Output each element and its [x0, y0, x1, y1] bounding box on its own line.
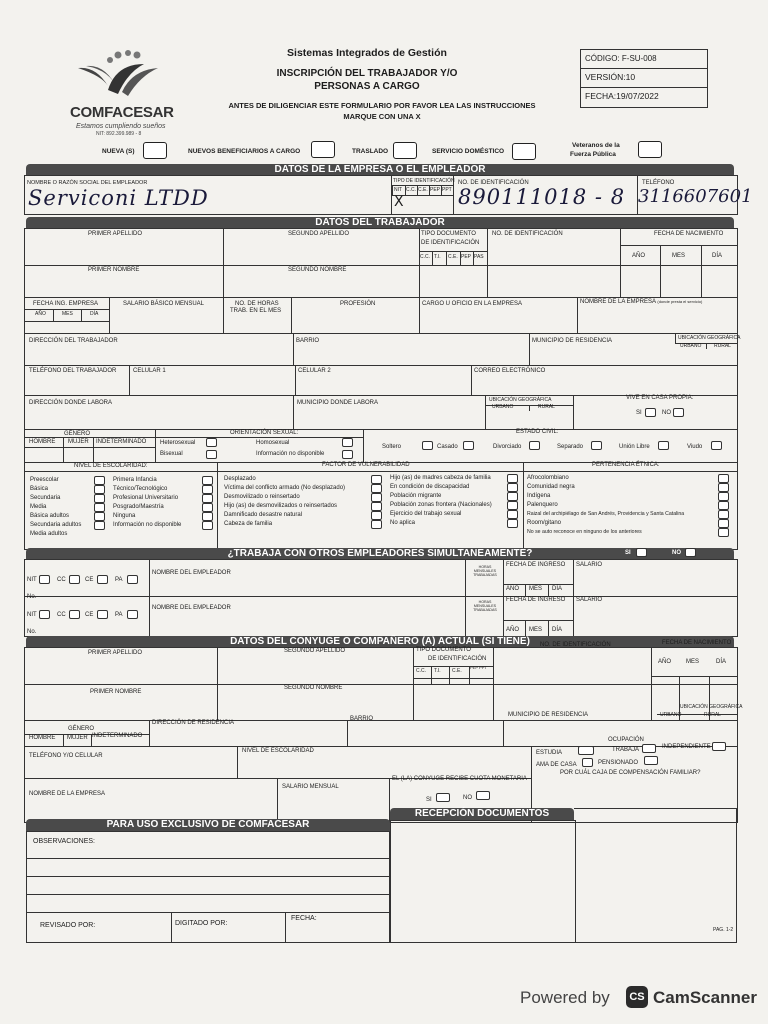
etnia-checkbox[interactable] — [718, 474, 729, 483]
estado-civil-label: Viudo — [687, 444, 703, 450]
w-fecha-ing-dia: DÍA — [90, 311, 99, 317]
oe-doc-checkbox[interactable] — [127, 575, 138, 584]
oe-doc-label: CC — [57, 577, 66, 583]
s-trabaja-checkbox[interactable] — [642, 744, 656, 753]
doc-control-box — [580, 49, 708, 108]
s-cuota: EL (LA) CONYUGE RECIBE CUOTA MONETARIA — [392, 776, 527, 782]
vulnerabilidad-label: Ejercicio del trabajo sexual — [390, 511, 462, 517]
w-telefono: TELÉFONO DEL TRABAJADOR — [29, 368, 117, 374]
oe-doc-checkbox[interactable] — [127, 610, 138, 619]
etnia-label: Afrocolombiano — [527, 475, 569, 481]
w-de-identificacion: DE IDENTIFICACIÓN — [421, 240, 480, 246]
w-doc-cc: C.C. — [420, 254, 430, 260]
vulnerabilidad-checkbox[interactable] — [507, 474, 518, 483]
employer-section-header: DATOS DE LA EMPRESA O EL EMPLEADOR — [26, 164, 734, 175]
oe-no-label: No. — [27, 629, 37, 635]
s-mes: MES — [686, 659, 700, 665]
w-horas-2: TRAB. EN EL MES — [230, 308, 282, 314]
employer-id-type-mark[interactable]: X — [394, 194, 404, 210]
oe-anio: AÑO — [506, 586, 520, 592]
oe-mes: MES — [529, 627, 543, 633]
w-no-identificacion: NO. DE IDENTIFICACIÓN — [492, 231, 563, 237]
s-no-identificacion: NO. DE IDENTIFICACIÓN — [540, 642, 611, 648]
s-ocupacion: OCUPACIÓN — [608, 737, 644, 743]
employer-id-type-pep: PEP — [430, 187, 441, 193]
w-info-no-disp: Información no disponible — [256, 451, 325, 457]
s-cuota-si: SI — [426, 797, 432, 803]
etnia-label: No se auto reconoce en ninguno de los anteriores — [527, 529, 642, 535]
w-orientacion: ORIENTACIÓN SEXUAL: — [230, 430, 299, 436]
org-name: COMFACESAR — [70, 104, 174, 121]
camscanner-badge-icon: CS — [626, 986, 648, 1008]
w-homosexual: Homosexual — [256, 440, 290, 446]
escolaridad-label: Media — [30, 504, 47, 510]
s-ama-casa-checkbox[interactable] — [582, 758, 593, 767]
w-mujer: MUJER — [68, 439, 89, 445]
employer-id-type-ppt: PPT — [442, 187, 452, 193]
s-fecha-nacimiento: FECHA DE NACIMIENTO — [662, 640, 732, 646]
oe-anio: AÑO — [506, 627, 520, 633]
oe-doc-checkbox[interactable] — [39, 575, 50, 584]
option-veteranos-checkbox[interactable] — [638, 141, 662, 158]
escolaridad-checkbox[interactable] — [202, 521, 213, 530]
s-doc-cc: C.C. — [416, 668, 426, 674]
vulnerabilidad-checkbox[interactable] — [371, 502, 382, 511]
s-salario: SALARIO MENSUAL — [282, 784, 339, 790]
employer-id-type-ce: C.E. — [418, 187, 428, 193]
w-municipio: MUNICIPIO DE RESIDENCIA — [532, 338, 613, 344]
vulnerabilidad-checkbox[interactable] — [371, 511, 382, 520]
estado-civil-checkbox[interactable] — [422, 441, 433, 450]
option-veteranos-label-1: Veteranos de la — [572, 142, 620, 149]
s-indeterminado: INDETERMINADO — [92, 733, 143, 739]
w-horas-1: NO. DE HORAS — [235, 301, 279, 307]
escolaridad-label: Básica — [30, 486, 49, 492]
oe-dia: DÍA — [552, 586, 563, 592]
escolaridad-checkbox[interactable] — [202, 494, 213, 503]
s-urbano: URBANO — [660, 712, 682, 718]
employer-id-type-label: TIPO DE IDENTIFICACIÓN — [393, 178, 455, 184]
escolaridad-label: Información no disponible — [113, 522, 182, 528]
w-indeterminado: INDETERMINADO — [96, 439, 147, 445]
w-heterosexual: Heterosexual — [160, 440, 196, 446]
vulnerabilidad-checkbox[interactable] — [507, 492, 518, 501]
escolaridad-label: Preescolar — [30, 477, 59, 483]
org-slogan: Estamos cumpliendo sueños — [76, 123, 166, 130]
option-veteranos-label-2: Fuerza Pública — [570, 151, 616, 158]
w-genero: GÉNERO — [64, 431, 91, 437]
w-correo: CORREO ELECTRÓNICO — [474, 368, 546, 374]
etnia-label: Comunidad negra — [527, 484, 575, 490]
w-dia: DÍA — [712, 253, 723, 259]
w-dir-labora: DIRECCIÓN DONDE LABORA — [29, 400, 113, 406]
escolaridad-label: Básica adultos — [30, 513, 70, 519]
spouse-section-header: DATOS DEL CONYUGE O COMPAÑERO (A) ACTUAL (SI TIENE) — [26, 636, 734, 647]
escolaridad-checkbox[interactable] — [94, 503, 105, 512]
escolaridad-label: Media adultos — [30, 531, 68, 537]
w-vive-no-checkbox[interactable] — [673, 408, 684, 417]
s-pensionado-checkbox[interactable] — [644, 756, 658, 765]
w-ubicacion: UBICACIÓN GEOGRÁFICA — [678, 335, 741, 341]
f-revisado: REVISADO POR: — [40, 922, 96, 929]
estado-civil-label: Unión Libre — [619, 444, 650, 450]
w-direccion: DIRECCIÓN DEL TRABAJADOR — [29, 338, 118, 344]
w-barrio: BARRIO — [296, 338, 320, 344]
vulnerabilidad-label: Cabeza de familia — [224, 521, 273, 527]
vulnerabilidad-checkbox[interactable] — [371, 493, 382, 502]
option-traslado-checkbox[interactable] — [393, 142, 417, 159]
oe-fecha-ingreso: FECHA DE INGRESO — [506, 597, 566, 603]
org-nit: NIT: 892.399.989 - 8 — [96, 131, 142, 137]
escolaridad-checkbox[interactable] — [94, 512, 105, 521]
w-profesion: PROFESIÓN — [340, 301, 376, 307]
w-doc-ce: C.E. — [448, 254, 458, 260]
escolaridad-label: Ninguna — [113, 513, 136, 519]
escolaridad-checkbox[interactable] — [94, 476, 105, 485]
oe-doc-checkbox[interactable] — [97, 575, 108, 584]
oe-no: NO — [672, 550, 681, 556]
w-rural: RURAL — [714, 343, 731, 349]
oe-doc-label: PA — [115, 577, 123, 583]
w-primer-apellido: PRIMER APELLIDO — [88, 231, 143, 237]
oe-salario: SALARIO — [576, 597, 603, 603]
s-estudia: ESTUDIA — [536, 750, 563, 756]
s-ama-casa: AMA DE CASA — [536, 762, 577, 768]
other-employers-box — [24, 559, 738, 637]
estado-civil-label: Casado — [437, 444, 458, 450]
s-dia: DÍA — [716, 659, 727, 665]
s-cuota-si-checkbox[interactable] — [436, 793, 450, 802]
w-heterosexual-checkbox[interactable] — [206, 438, 217, 447]
s-hombre: HOMBRE — [29, 735, 56, 741]
etnia-label: Room/gitano — [527, 520, 562, 526]
w-doc-pep: PEP — [461, 254, 472, 260]
oe-doc-checkbox[interactable] — [69, 610, 80, 619]
w-doc-ti: T.I. — [434, 254, 441, 260]
estado-civil-checkbox[interactable] — [591, 441, 602, 450]
instructions-1: ANTES DE DILIGENCIAR ESTE FORMULARIO POR FAVOR LEA LAS INSTRUCCIONES — [228, 101, 536, 110]
form-title-3: PERSONAS A CARGO — [314, 81, 420, 92]
option-servicio-domestico-label: SERVICIO DOMÉSTICO — [432, 148, 505, 155]
estado-civil-label: Soltero — [382, 444, 402, 450]
s-doc-ce: C.E. — [452, 668, 462, 674]
escolaridad-checkbox[interactable] — [202, 485, 213, 494]
w-homosexual-checkbox[interactable] — [342, 438, 353, 447]
f-page: PAG. 1-2 — [713, 927, 734, 933]
option-nueva-checkbox[interactable] — [143, 142, 167, 159]
w-hombre: HOMBRE — [29, 439, 56, 445]
instructions-2: MARQUE CON UNA X — [343, 112, 421, 121]
doc-version: VERSIÓN:10 — [585, 72, 636, 82]
oe-mes: MES — [529, 586, 543, 592]
etnia-label: Palenquero — [527, 502, 558, 508]
vulnerabilidad-checkbox[interactable] — [371, 475, 382, 484]
option-servicio-domestico-checkbox[interactable] — [512, 143, 536, 160]
w-salario: SALARIO BÁSICO MENSUAL — [123, 301, 205, 307]
s-estudia-checkbox[interactable] — [578, 746, 594, 755]
f-observaciones: OBSERVACIONES: — [33, 838, 95, 845]
employer-id-number-label: NO. DE IDENTIFICACIÓN — [458, 180, 529, 186]
escolaridad-label: Técnico/Tecnológico — [113, 486, 168, 492]
oe-horas: HORAS MENSUALES TRABAJADAS — [473, 600, 497, 612]
w-vive-no: NO — [662, 410, 671, 416]
vulnerabilidad-label: Desmovilizado o reinsertado — [224, 494, 300, 500]
w-fecha-ing-mes: MES — [62, 311, 73, 317]
escolaridad-checkbox[interactable] — [94, 494, 105, 503]
etnia-checkbox[interactable] — [718, 492, 729, 501]
escolaridad-label: Profesional Universitario — [113, 495, 179, 501]
s-caja: POR CUÁL CAJA DE COMPENSACIÓN FAMILIAR? — [560, 770, 701, 776]
w-fecha-ing: FECHA ING. EMPRESA — [33, 301, 99, 307]
etnia-checkbox[interactable] — [718, 501, 729, 510]
vulnerabilidad-label: En condición de discapacidad — [390, 484, 470, 490]
oe-doc-label: PA — [115, 612, 123, 618]
w-factor-vulnerabilidad: FACTOR DE VULNERABILIDAD — [322, 462, 410, 468]
escolaridad-label: Primera Infancia — [113, 477, 157, 483]
w-celular1: CELULAR 1 — [133, 368, 166, 374]
employer-id-number-value[interactable]: 890111018 - 8 — [458, 185, 626, 209]
vulnerabilidad-checkbox[interactable] — [507, 483, 518, 492]
w-urbano: URBANO — [680, 343, 702, 349]
employer-name-value[interactable]: Serviconi LTDD — [28, 186, 209, 210]
other-employers-section-header: ¿TRABAJA CON OTROS EMPLEADORES SIMULTANEAMENTE? — [26, 548, 734, 559]
vulnerabilidad-checkbox[interactable] — [507, 510, 518, 519]
oe-doc-label: CE — [85, 577, 94, 583]
s-anio: AÑO — [658, 659, 672, 665]
oe-doc-label: NIT — [27, 612, 37, 618]
vulnerabilidad-checkbox[interactable] — [371, 484, 382, 493]
w-cargo: CARGO U OFICIO EN LA EMPRESA — [422, 301, 523, 307]
w-celular2: CELULAR 2 — [298, 368, 331, 374]
w-estado-civil: ESTADO CIVIL: — [516, 429, 559, 435]
vulnerabilidad-label: Población zonas frontera (Nacionales) — [390, 502, 492, 508]
w-urbano-2: URBANO — [492, 404, 514, 410]
w-ubicacion-2: UBICACIÓN GEOGRÁFICA — [489, 397, 552, 403]
form-title-1: Sistemas Integrados de Gestión — [287, 47, 447, 59]
escolaridad-label: Secundaria adultos — [30, 522, 82, 528]
s-independiente: INDEPENDIENTE — [662, 744, 711, 750]
employer-id-type-nit: NIT — [394, 187, 403, 193]
s-rural: RURAL — [704, 712, 721, 718]
employer-phone-value[interactable]: 3116607601 — [638, 186, 753, 207]
s-doc-ti: T.I. — [434, 668, 441, 674]
doc-date: FECHA:19/07/2022 — [585, 91, 659, 101]
oe-si-checkbox[interactable] — [636, 548, 647, 557]
s-doc-pep: PEP PPT — [470, 665, 487, 670]
s-segundo-nombre: SEGUNDO NOMBRE — [284, 685, 343, 691]
escolaridad-label: Posgrado/Maestría — [113, 504, 164, 510]
s-segundo-apellido: SEGUNDO APELLIDO — [284, 648, 346, 654]
vulnerabilidad-label: Hijo (as) de desmovilizados o reinsertados — [224, 503, 338, 509]
oe-salario: SALARIO — [576, 562, 603, 568]
option-traslado-label: TRASLADO — [352, 148, 389, 155]
s-nombre-empresa: NOMBRE DE LA EMPRESA — [29, 791, 106, 797]
w-mes: MES — [672, 253, 686, 259]
w-bisexual: Bisexual — [160, 451, 183, 457]
doc-code: CÓDIGO: F-SU-008 — [585, 54, 657, 63]
oe-nombre-empleador: NOMBRE DEL EMPLEADOR — [152, 605, 231, 611]
s-ubicacion: UBICACIÓN GEOGRÁFICA — [680, 704, 743, 710]
option-nuevos-beneficiarios-label: NUEVOS BENEFICIARIOS A CARGO — [188, 148, 301, 155]
w-info-no-disp-checkbox[interactable] — [342, 450, 353, 459]
vulnerabilidad-checkbox[interactable] — [507, 501, 518, 510]
escolaridad-checkbox[interactable] — [202, 512, 213, 521]
estado-civil-label: Separado — [557, 444, 584, 450]
s-telefono: TELÉFONO Y/O CELULAR — [29, 753, 103, 759]
employer-name-label: NOMBRE O RAZÓN SOCIAL DEL EMPLEADOR — [27, 180, 148, 186]
etnia-checkbox[interactable] — [718, 528, 729, 537]
estado-civil-checkbox[interactable] — [529, 441, 540, 450]
s-cuota-no: NO — [463, 795, 472, 801]
vulnerabilidad-label: Damnificado desastre natural — [224, 512, 303, 518]
estado-civil-label: Divorciado — [493, 444, 522, 450]
option-nuevos-beneficiarios-checkbox[interactable] — [311, 141, 335, 158]
s-nivel-escolaridad: NIVEL DE ESCOLARIDAD — [242, 748, 314, 754]
w-vive-si-checkbox[interactable] — [645, 408, 656, 417]
vulnerabilidad-checkbox[interactable] — [507, 519, 518, 528]
s-cuota-no-checkbox[interactable] — [476, 791, 490, 800]
escolaridad-checkbox[interactable] — [94, 485, 105, 494]
oe-doc-label: CE — [85, 612, 94, 618]
w-primer-nombre: PRIMER NOMBRE — [88, 267, 140, 273]
recepcion-box — [390, 820, 576, 943]
s-tipo-doc: TIPO DOCUMENTO — [416, 647, 471, 653]
oe-dia: DÍA — [552, 627, 563, 633]
oe-doc-checkbox[interactable] — [39, 610, 50, 619]
w-bisexual-checkbox[interactable] — [206, 450, 217, 459]
powered-by-text: Powered by — [520, 988, 610, 1007]
w-mun-labora: MUNICIPIO DONDE LABORA — [297, 400, 379, 406]
s-genero: GÉNERO — [68, 726, 95, 732]
employer-id-type-cc: C.C. — [406, 187, 416, 193]
f-fecha: FECHA: — [291, 915, 317, 922]
estado-civil-checkbox[interactable] — [658, 441, 669, 450]
w-nombre-empresa-note: (donde presta el servicio) — [657, 299, 703, 304]
form-title-2: INSCRIPCIÓN DEL TRABAJADOR Y/O — [276, 68, 458, 79]
vulnerabilidad-label: Población migrante — [390, 493, 442, 499]
etnia-label: Raizal del archipiélago de San Andrés, Providencia y Santa Catalina — [527, 511, 685, 517]
oe-horas: HORAS MENSUALES TRABAJADAS — [473, 565, 497, 577]
s-pensionado: PENSIONADO — [598, 760, 639, 766]
oe-no-label: No. — [27, 594, 37, 600]
s-mujer: MUJER — [67, 735, 88, 741]
escolaridad-checkbox[interactable] — [94, 521, 105, 530]
vulnerabilidad-label: No aplica — [390, 520, 416, 526]
w-rural-2: RURAL — [538, 404, 555, 410]
w-nivel-escolaridad: NIVEL DE ESCOLARIDAD: — [74, 463, 148, 469]
s-primer-nombre: PRIMER NOMBRE — [90, 689, 142, 695]
escolaridad-checkbox[interactable] — [202, 476, 213, 485]
w-nombre-empresa-text: NOMBRE DE LA EMPRESA — [580, 299, 656, 305]
w-fecha-nacimiento: FECHA DE NACIMIENTO — [654, 231, 724, 237]
s-barrio: BARRIO — [350, 716, 374, 722]
w-segundo-nombre: SEGUNDO NOMBRE — [288, 267, 347, 273]
escolaridad-checkbox[interactable] — [202, 503, 213, 512]
vulnerabilidad-label: Desplazado — [224, 476, 256, 482]
s-municipio: MUNICIPIO DE RESIDENCIA — [508, 712, 589, 718]
s-direccion: DIRECCIÓN DE RESIDENCIA — [152, 720, 235, 726]
exclusive-section-header: PARA USO EXCLUSIVO DE COMFACESAR — [26, 819, 390, 831]
estado-civil-checkbox[interactable] — [463, 441, 474, 450]
oe-nombre-empleador: NOMBRE DEL EMPLEADOR — [152, 570, 231, 576]
s-primer-apellido: PRIMER APELLIDO — [88, 650, 143, 656]
etnia-label: Indígena — [527, 493, 551, 499]
etnia-checkbox[interactable] — [718, 510, 729, 519]
vulnerabilidad-checkbox[interactable] — [371, 520, 382, 529]
w-vive-si: SI — [636, 410, 642, 416]
vulnerabilidad-label: Hijo (as) de madres cabeza de familia — [390, 475, 491, 481]
etnia-checkbox[interactable] — [718, 519, 729, 528]
employer-phone-label: TELÉFONO — [642, 180, 675, 186]
w-pertenencia: PERTENENCIA ÉTNICA: — [592, 462, 660, 468]
recepcion-section-header: RECEPCIÓN DOCUMENTOS — [390, 808, 574, 820]
s-independiente-checkbox[interactable] — [712, 742, 726, 751]
oe-doc-checkbox[interactable] — [69, 575, 80, 584]
vulnerabilidad-label: Víctima del conflicto armado (No desplazado) — [224, 485, 346, 491]
oe-doc-checkbox[interactable] — [97, 610, 108, 619]
oe-fecha-ingreso: FECHA DE INGRESO — [506, 562, 566, 568]
w-vive-casa: VIVE EN CASA PROPIA: — [626, 395, 694, 401]
oe-si: SI — [625, 550, 631, 556]
w-fecha-ing-anio: AÑO — [35, 311, 46, 317]
oe-doc-label: NIT — [27, 577, 37, 583]
oe-doc-label: CC — [57, 612, 66, 618]
camscanner-brand-text: CamScanner — [653, 988, 757, 1007]
option-nueva-label: NUEVA (S) — [102, 148, 135, 155]
w-nombre-empresa — [580, 298, 702, 306]
estado-civil-checkbox[interactable] — [711, 441, 722, 450]
signature-area — [574, 808, 737, 943]
w-segundo-apellido: SEGUNDO APELLIDO — [288, 231, 350, 237]
s-de-identificacion: DE IDENTIFICACIÓN — [428, 656, 487, 662]
f-digitado: DIGITADO POR: — [175, 920, 228, 927]
oe-no-checkbox[interactable] — [685, 548, 696, 557]
w-anio: AÑO — [632, 253, 646, 259]
worker-section-header: DATOS DEL TRABAJADOR — [26, 217, 734, 228]
w-doc-pas: PAS — [474, 254, 484, 260]
escolaridad-label: Secundaria — [30, 495, 61, 501]
etnia-checkbox[interactable] — [718, 483, 729, 492]
s-trabaja: TRABAJA — [612, 747, 640, 753]
w-tipo-doc: TIPO DOCUMENTO — [421, 231, 476, 237]
